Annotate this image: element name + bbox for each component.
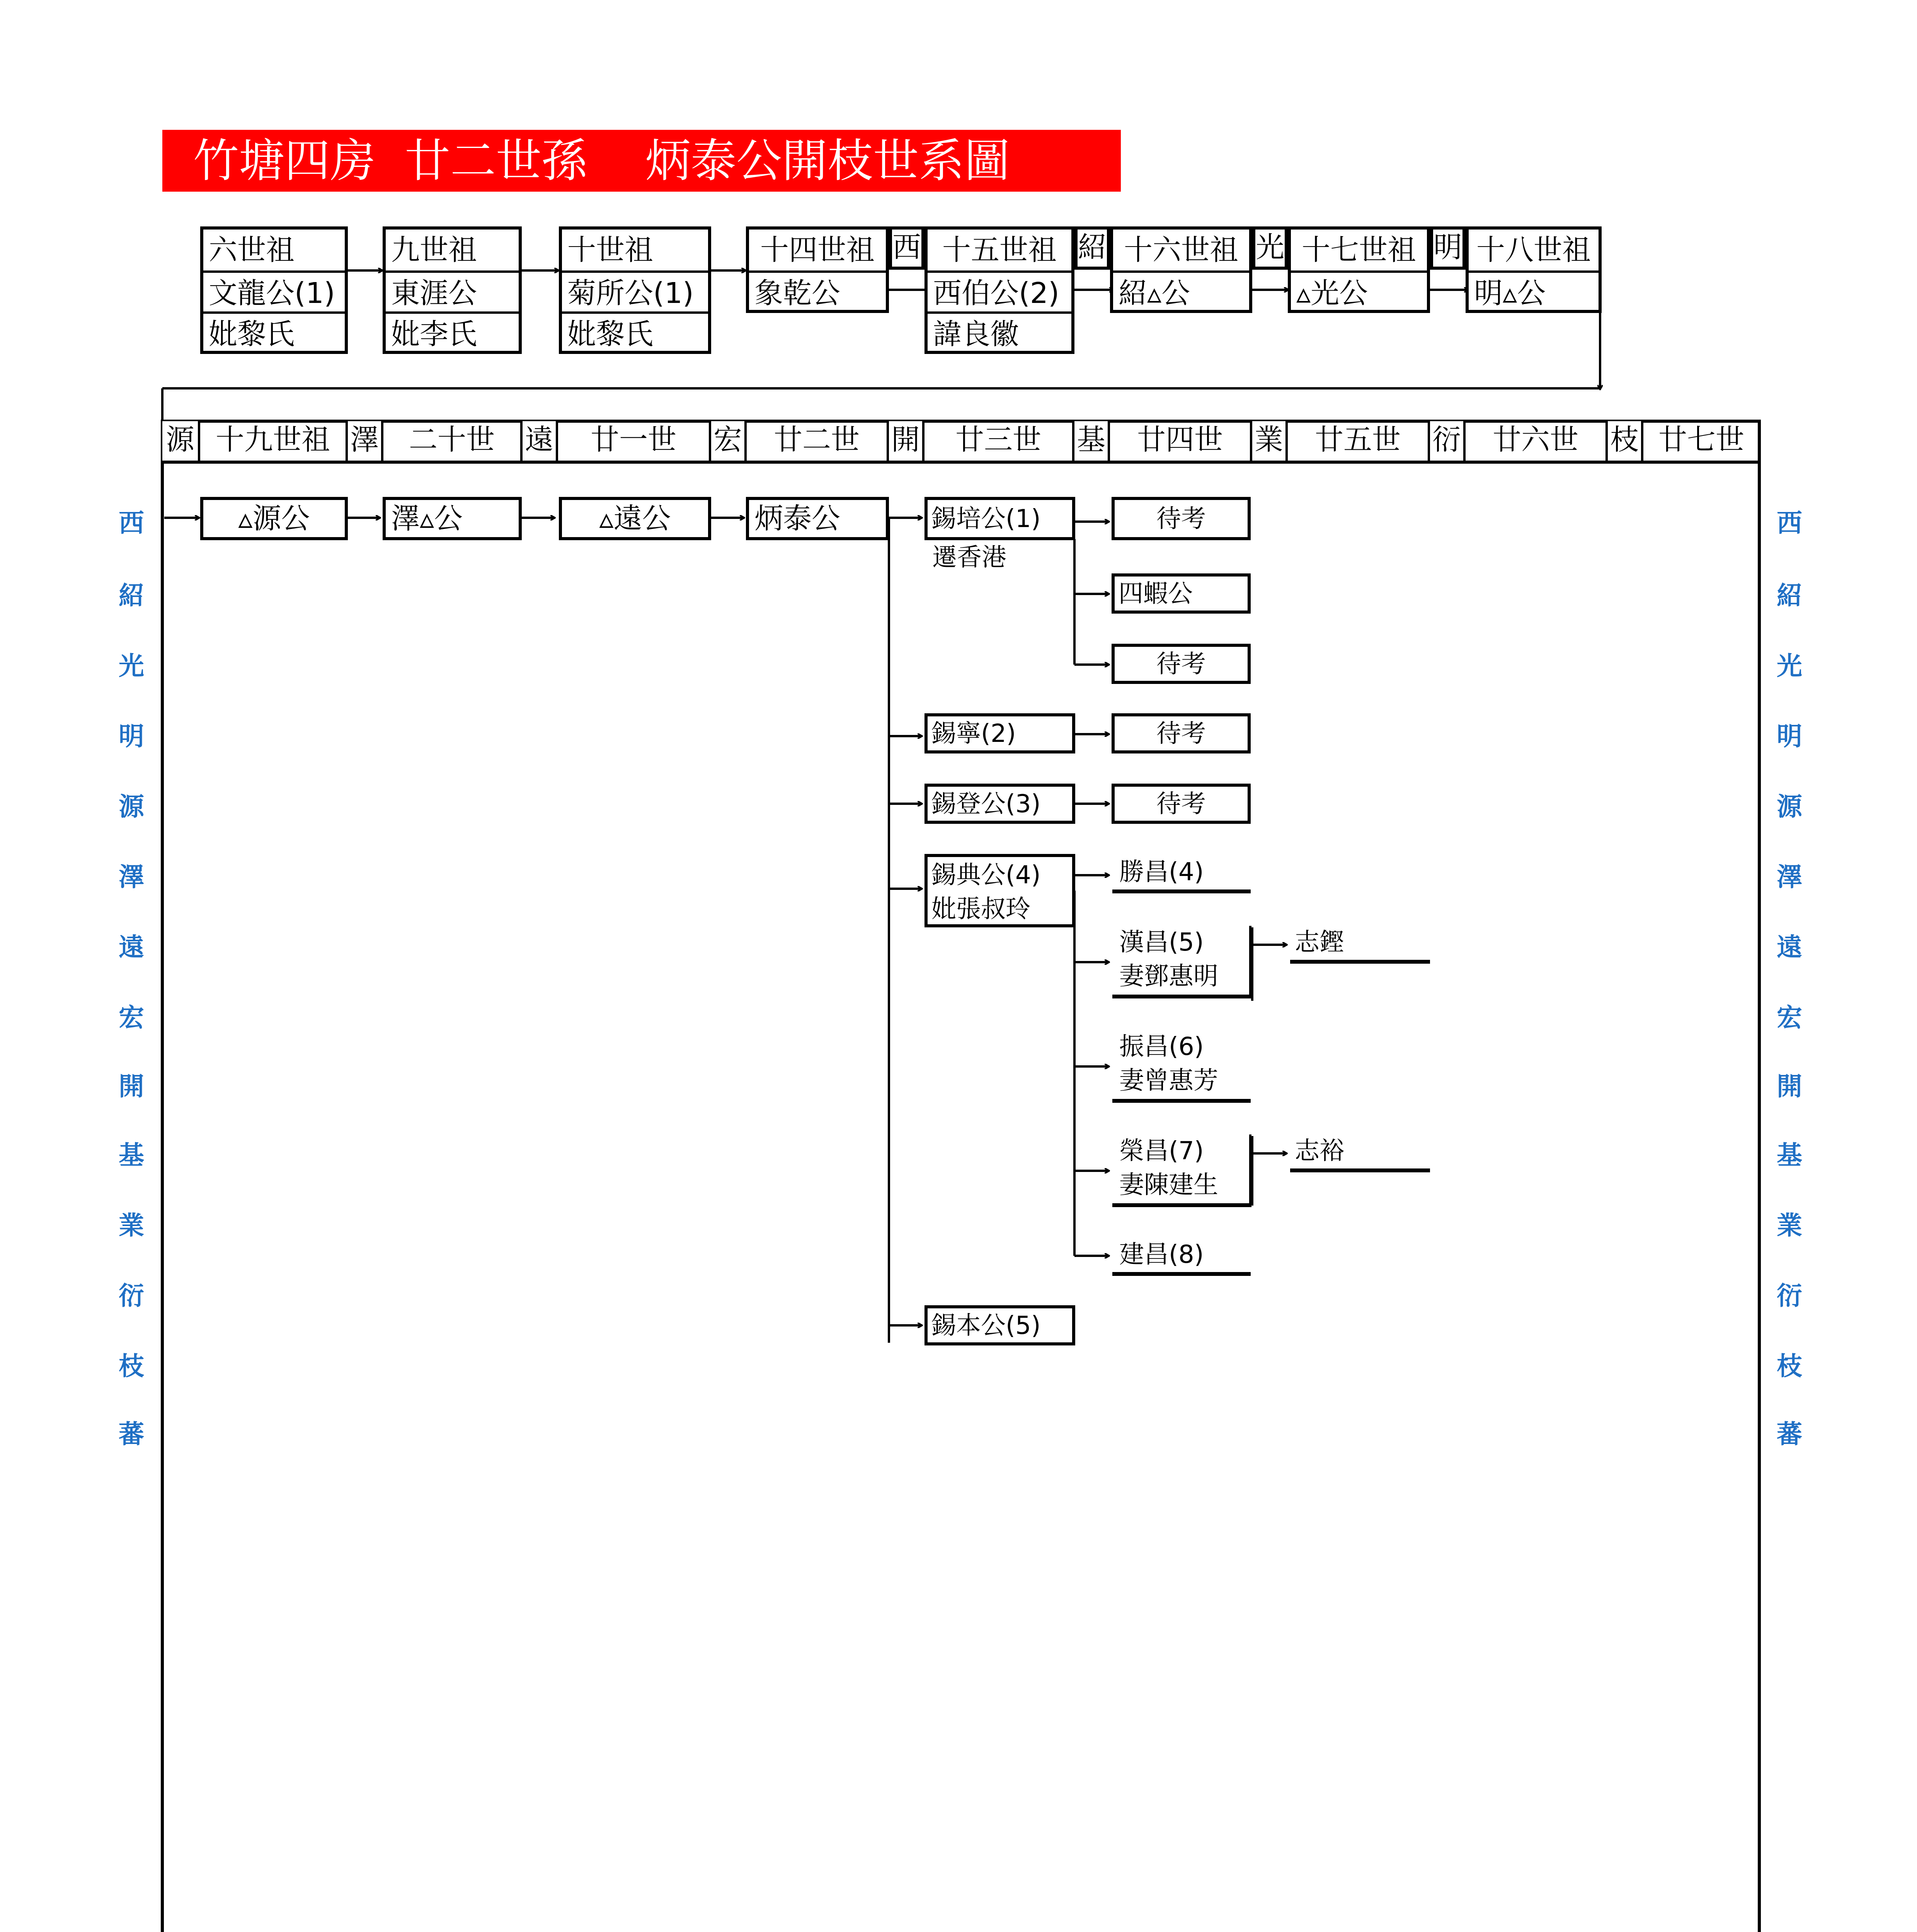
header-gen-char: 枝 xyxy=(1608,421,1643,461)
name-underline xyxy=(1112,889,1251,893)
ancestor-gen-label: 十四世祖 xyxy=(760,233,875,267)
poem-char: 澤 xyxy=(119,862,144,892)
name-bracket xyxy=(1249,1134,1251,1207)
person-name: 錫本公(5) xyxy=(931,1311,1041,1340)
person-name: 振昌(6) xyxy=(1119,1032,1204,1061)
person-name: 勝昌(4) xyxy=(1119,858,1204,886)
poem-char: 開 xyxy=(1777,1071,1802,1101)
header-gen-char: 宏 xyxy=(711,421,747,461)
ancestor-gen-char: 西 xyxy=(889,226,924,270)
person-name: 漢昌(5) xyxy=(1119,928,1204,957)
header-generation: 廿七世 xyxy=(1658,423,1744,456)
poem-char: 枝 xyxy=(119,1351,144,1381)
person-box-gen23 xyxy=(924,713,1075,753)
ancestor-gen-label: 九世祖 xyxy=(391,233,477,267)
poem-char: 明 xyxy=(119,721,144,751)
ancestor-box-gen10 xyxy=(559,226,711,354)
ancestor-name: 明▵公 xyxy=(1469,270,1599,314)
poem-char: 業 xyxy=(119,1210,144,1240)
ancestor-box-gen18 xyxy=(1466,226,1602,313)
poem-char: 西 xyxy=(1777,508,1802,538)
ancestor-name: 東涯公 xyxy=(386,270,519,314)
person-wife: 妻曾惠芳 xyxy=(1119,1066,1218,1095)
person-box-gen24 xyxy=(1112,497,1251,540)
header-generation: 廿四世 xyxy=(1110,421,1252,461)
person-box-gen22: 炳泰公 xyxy=(746,497,889,540)
ancestor-gen-label: 十世祖 xyxy=(567,233,653,267)
name-bracket xyxy=(1249,926,1251,998)
poem-char: 遠 xyxy=(119,932,144,962)
poem-char: 光 xyxy=(1777,651,1802,681)
ancestor-wife: 諱良徽 xyxy=(928,311,1071,355)
person-name: 志鏗 xyxy=(1295,928,1344,957)
poem-char: 基 xyxy=(1777,1140,1802,1170)
header-generation: 十九世祖 xyxy=(200,421,348,461)
pending-label: 待考 xyxy=(1156,650,1206,679)
ancestor-box-gen17 xyxy=(1288,226,1430,313)
header-generation: 廿一世 xyxy=(558,421,711,461)
person-name: 志裕 xyxy=(1295,1137,1344,1165)
ancestor-box-gen14 xyxy=(746,226,889,313)
poem-char: 基 xyxy=(119,1140,144,1170)
header-generation: 二十世 xyxy=(383,421,523,461)
name-underline xyxy=(1112,995,1251,998)
person-box-gen23 xyxy=(924,497,1075,540)
person-box-gen24 xyxy=(1112,713,1251,753)
header-gen-char: 澤 xyxy=(348,421,383,461)
header-gen-char: 源 xyxy=(162,421,200,461)
ancestor-gen-char: 光 xyxy=(1252,226,1288,270)
main-frame xyxy=(161,420,1761,1932)
person-box-gen19: ▵源公 xyxy=(200,497,348,540)
ancestor-name: ▵光公 xyxy=(1291,270,1427,314)
poem-char: 西 xyxy=(119,508,144,538)
header-generation: 廿三世 xyxy=(924,421,1074,461)
ancestor-box-gen16 xyxy=(1110,226,1252,313)
person-name: 四蝦公 xyxy=(1119,580,1193,608)
pending-label: 待考 xyxy=(1156,719,1206,748)
poem-char: 光 xyxy=(119,651,144,681)
ancestor-gen-label: 六世祖 xyxy=(209,233,295,267)
ancestor-box-gen9 xyxy=(383,226,522,354)
person-name: 建昌(8) xyxy=(1119,1240,1204,1269)
pending-label: 待考 xyxy=(1156,505,1206,533)
page-title: 竹塘四房 廿二世孫 炳泰公開枝世系圖 xyxy=(162,130,1121,192)
ancestor-gen-label: 十六世祖 xyxy=(1124,233,1238,267)
person-note: 遷香港 xyxy=(932,543,1006,572)
person-wife: 妻陳建生 xyxy=(1119,1171,1218,1199)
header-generation: 廿五世 xyxy=(1288,421,1430,461)
ancestor-name: 象乾公 xyxy=(749,270,886,314)
header-gen-char: 基 xyxy=(1074,421,1110,461)
person-box-gen23 xyxy=(924,784,1075,824)
header-generation: 廿二世 xyxy=(747,421,889,461)
poem-char: 蕃 xyxy=(119,1419,144,1449)
ancestor-gen-char: 紹 xyxy=(1074,226,1110,270)
ancestor-wife: 妣李氏 xyxy=(386,311,519,355)
ancestor-gen-label: 十七世祖 xyxy=(1302,233,1416,267)
ancestor-wife: 妣黎氏 xyxy=(562,311,708,355)
poem-char: 枝 xyxy=(1777,1351,1802,1381)
person-name: 錫寧(2) xyxy=(931,719,1016,748)
name-underline xyxy=(1290,1168,1430,1172)
poem-char: 源 xyxy=(1777,791,1802,821)
ancestor-name: 西伯公(2) xyxy=(928,270,1071,314)
person-note: 妣張叔玲 xyxy=(931,895,1030,923)
person-box-gen20: 澤▵公 xyxy=(383,497,522,540)
name-underline xyxy=(1112,1099,1251,1103)
header-gen-char: 遠 xyxy=(523,421,558,461)
name-underline xyxy=(1112,1272,1251,1276)
ancestor-box-gen15 xyxy=(924,226,1074,354)
person-box-gen24 xyxy=(1112,644,1251,684)
poem-char: 紹 xyxy=(119,580,144,611)
poem-char: 衍 xyxy=(119,1281,144,1311)
poem-char: 源 xyxy=(119,791,144,821)
poem-char: 紹 xyxy=(1777,580,1802,611)
name-underline xyxy=(1290,960,1430,964)
ancestor-box-gen6 xyxy=(200,226,348,354)
person-box-gen23 xyxy=(924,1305,1075,1345)
poem-char: 宏 xyxy=(1777,1002,1802,1032)
header-gen-char: 衍 xyxy=(1430,421,1466,461)
poem-char: 宏 xyxy=(119,1002,144,1032)
generation-header-row xyxy=(162,421,1759,464)
poem-char: 遠 xyxy=(1777,932,1802,962)
person-box-gen24 xyxy=(1112,784,1251,824)
poem-char: 衍 xyxy=(1777,1281,1802,1311)
header-gen-char: 業 xyxy=(1252,421,1288,461)
person-name: 錫登公(3) xyxy=(931,790,1041,818)
pending-label: 待考 xyxy=(1156,790,1206,818)
poem-char: 蕃 xyxy=(1777,1419,1802,1449)
header-generation: 廿六世 xyxy=(1466,421,1608,461)
poem-char: 明 xyxy=(1777,721,1802,751)
person-wife: 妻鄧惠明 xyxy=(1119,962,1218,991)
name-underline xyxy=(1112,1203,1251,1207)
poem-char: 開 xyxy=(119,1071,144,1101)
poem-char: 業 xyxy=(1777,1210,1802,1240)
ancestor-name: 紹▵公 xyxy=(1113,270,1249,314)
ancestor-name: 菊所公(1) xyxy=(562,270,708,314)
ancestor-wife: 妣黎氏 xyxy=(203,311,345,355)
person-name: 榮昌(7) xyxy=(1119,1137,1204,1165)
ancestor-name: 文龍公(1) xyxy=(203,270,345,314)
person-box-gen23 xyxy=(924,854,1075,927)
person-name: 錫培公(1) xyxy=(931,505,1041,533)
ancestor-gen-char: 明 xyxy=(1430,226,1466,270)
person-name: 錫典公(4) xyxy=(931,861,1041,889)
header-gen-char: 開 xyxy=(889,421,924,461)
poem-char: 澤 xyxy=(1777,862,1802,892)
ancestor-gen-label: 十五世祖 xyxy=(942,233,1057,267)
person-box-gen21: ▵遠公 xyxy=(559,497,711,540)
person-box-gen24 xyxy=(1112,573,1251,614)
ancestor-gen-label: 十八世祖 xyxy=(1476,233,1591,267)
